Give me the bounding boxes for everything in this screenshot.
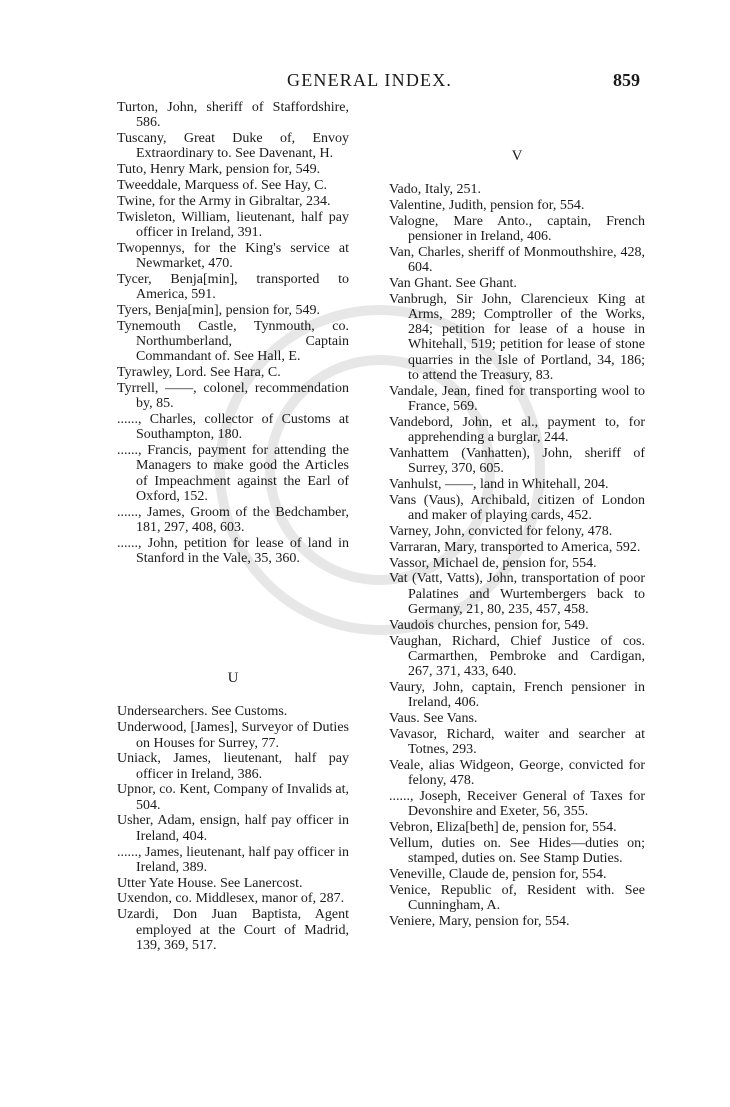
index-entry: Veale, alias Widgeon, George, convicted for felony, 478. (389, 757, 645, 789)
index-entry: ......, Charles, collector of Customs at Southampton, 180. (117, 411, 349, 443)
index-entry: ......, James, lieutenant, half pay officer in Ireland, 389. (117, 844, 349, 875)
index-entry: Tuto, Henry Mark, pension for, 549. (117, 162, 321, 178)
index-entry: Vado, Italy, 251. (389, 182, 482, 197)
t-entries (117, 100, 349, 566)
index-entry: ......, John, petition for lease of land in Stanford in the Vale, 35, 360. (117, 535, 349, 567)
section-letter-v: V (511, 148, 523, 164)
index-entry: Tweeddale, Marquess of. See Hay, C. (117, 177, 327, 193)
right-column (389, 100, 645, 930)
index-entry: Vebron, Eliza[beth] de, pension for, 554. (389, 820, 617, 836)
page-header (0, 70, 730, 94)
index-entry: Twine, for the Army in Gibraltar, 234. (117, 193, 331, 209)
index-entry: Tyrawley, Lord. See Hara, C. (117, 365, 281, 381)
index-entry: Underwood, [James], Surveyor of Duties on Houses for Surrey, 77. (117, 720, 349, 751)
index-entry: Twopennys, for the King's service at Newmarket, 470. (117, 240, 349, 271)
index-entry: Veneville, Claude de, pension for, 554. (389, 867, 607, 883)
index-entry: Vanbrugh, Sir John, Clarencieux King at Arms, 289; Comptroller of the Works, 284; petition for lease of a house in Whitehall, 519; petition for lease of stone quarries in the Isle of Portland, 34, 186; to attend the Treasury, 83. (389, 291, 645, 384)
index-entry: Uxendon, co. Middlesex, manor of, 287. (117, 891, 345, 907)
index-entry: Vellum, duties on. See Hides—duties on; stamped, duties on. See Stamp Duties. (389, 835, 645, 867)
index-entry: ......, James, Groom of the Bedchamber, 181, 297, 408, 603. (117, 504, 349, 536)
index-entry: Tycer, Benja[min], transported to America, 591. (117, 271, 349, 303)
running-head: GENERAL INDEX. (287, 70, 453, 90)
index-entry: Turton, John, sheriff of Staffordshire, 586. (117, 100, 349, 131)
index-entry: Vans (Vaus), Archibald, citizen of London and maker of playing cards, 452. (389, 492, 645, 524)
section-letter-u: U (227, 670, 239, 687)
left-column (117, 100, 349, 954)
index-entry: Varney, John, convicted for felony, 478. (389, 524, 613, 540)
index-entry: Vavasor, Richard, waiter and searcher at Totnes, 293. (389, 726, 645, 758)
index-entry: Van Ghant. See Ghant. (389, 275, 517, 291)
index-entry: Usher, Adam, ensign, half pay officer in Ireland, 404. (117, 813, 349, 844)
index-entry: Vandebord, John, et al., payment to, for apprehending a burglar, 244. (389, 414, 645, 446)
index-entry: Upnor, co. Kent, Company of Invalids at, 504. (117, 782, 349, 813)
index-entry: Tyrrell, ——, colonel, recommendation by, 85. (117, 380, 349, 412)
index-entry: Vanhulst, ——, land in Whitehall, 204. (389, 477, 609, 493)
index-entry: Vaury, John, captain, French pensioner in Ireland, 406. (389, 680, 645, 711)
index-entry: Undersearchers. See Customs. (117, 704, 288, 720)
index-entry: Vassor, Michael de, pension for, 554. (389, 555, 597, 571)
index-entry: Varraran, Mary, transported to America, 592. (389, 539, 641, 555)
index-entry: ......, Joseph, Receiver General of Taxes for Devonshire and Exeter, 56, 355. (389, 789, 645, 820)
u-entries (117, 704, 349, 953)
v-entries (389, 182, 645, 929)
index-entry: Twisleton, William, lieutenant, half pay officer in Ireland, 391. (117, 209, 349, 240)
index-entry: Valogne, Mare Anto., captain, French pensioner in Ireland, 406. (389, 213, 645, 244)
index-entry: Vandale, Jean, fined for transporting wool to France, 569. (389, 383, 645, 415)
index-entry: Tyers, Benja[min], pension for, 549. (117, 302, 320, 318)
index-entry: Venice, Republic of, Resident with. See Cunningham, A. (389, 882, 645, 914)
index-entry: Vaus. See Vans. (389, 711, 478, 727)
index-entry: ......, Francis, payment for attending the Managers to make good the Articles of Impeachment against the Earl of Oxford, 152. (117, 443, 349, 504)
index-entry: Valentine, Judith, pension for, 554. (389, 197, 585, 213)
page-number: 859 (613, 70, 640, 90)
index-entry: Van, Charles, sheriff of Monmouthshire, 428, 604. (389, 244, 645, 275)
index-entry: Tuscany, Great Duke of, Envoy Extraordinary to. See Davenant, H. (117, 131, 349, 162)
index-entry: Vaudois churches, pension for, 549. (389, 617, 589, 633)
index-entry: Utter Yate House. See Lanercost. (117, 875, 303, 891)
index-entry: Tynemouth Castle, Tynmouth, co. Northumberland, Captain Commandant of. See Hall, E. (117, 318, 349, 365)
index-entry: Uzardi, Don Juan Baptista, Agent employed at the Court of Madrid, 139, 369, 517. (117, 907, 349, 953)
index-entry: Vaughan, Richard, Chief Justice of cos. Carmarthen, Pembroke and Cardigan, 267, 371, 433, 640. (389, 633, 645, 680)
index-entry: Vat (Vatt, Vatts), John, transportation of poor Palatines and Wurtembergers back to Germany, 21, 80, 235, 457, 458. (389, 571, 645, 618)
index-entry: Vanhattem (Vanhatten), John, sheriff of Surrey, 370, 605. (389, 446, 645, 477)
index-entry: Veniere, Mary, pension for, 554. (389, 913, 570, 929)
index-entry: Uniack, James, lieutenant, half pay officer in Ireland, 386. (117, 751, 349, 782)
